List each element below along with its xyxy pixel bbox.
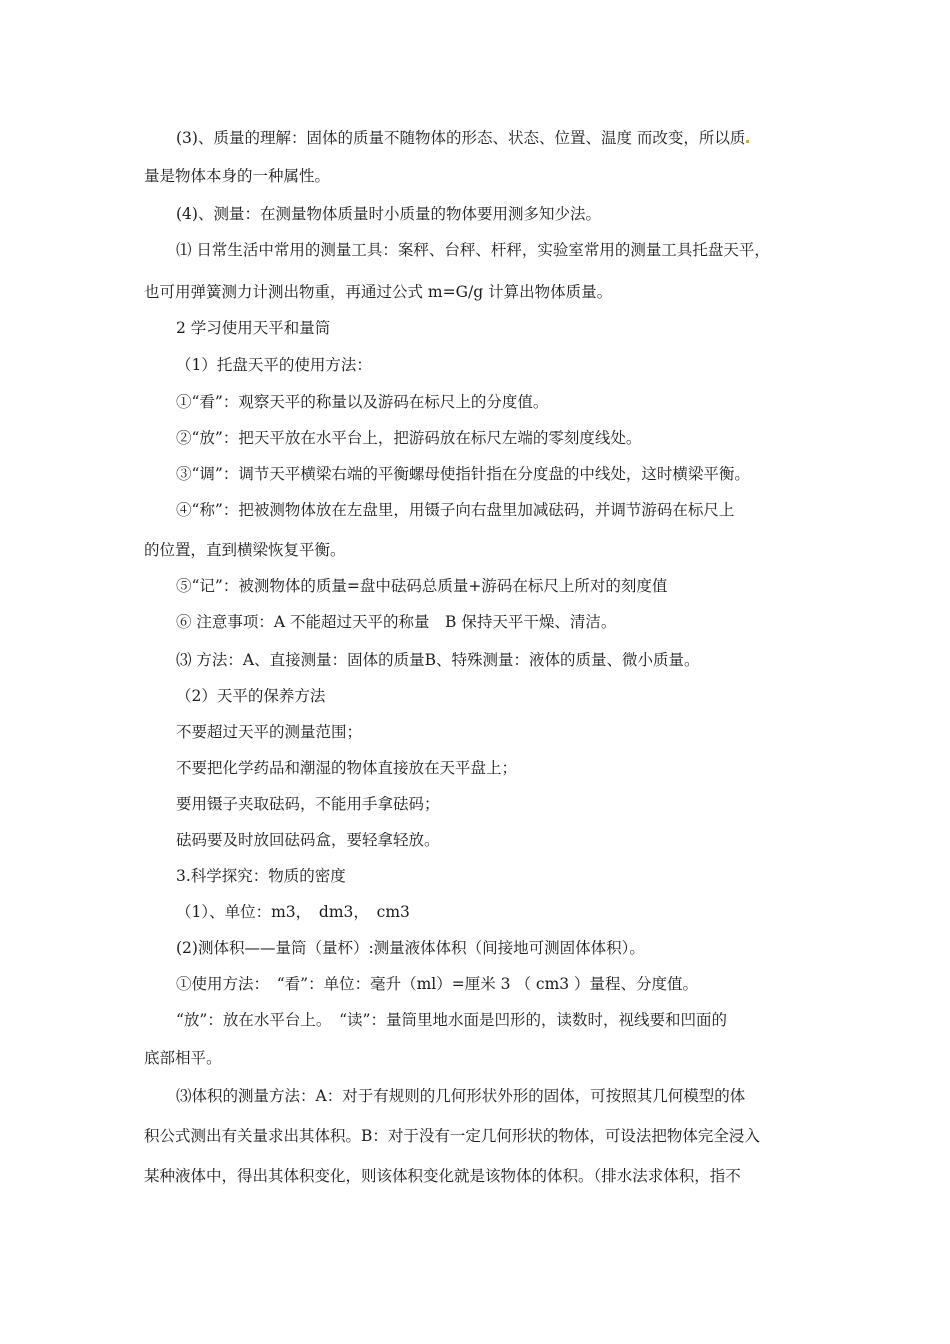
text-line-11: ④“称”：把被测物体放在左盘里，用镊子向右盘里加减砝码，并调节游码在标尺上 [176,501,735,519]
text-line-17: 不要超过天平的测量范围； [176,723,363,741]
text-line-8: ①“看”：观察天平的称量以及游码在标尺上的分度值。 [176,393,549,411]
text-line-13: ⑤“记”：被测物体的质量=盘中砝码总质量+游码在标尺上所对的刻度值 [176,577,668,595]
text-line-2: 量是物体本身的一种属性。 [144,167,331,185]
text-line-22: （1）、单位：m3， dm3， cm3 [176,903,410,921]
text-line-4: ⑴ 日常生活中常用的测量工具：案秤、台秤、杆秤，实验室常用的测量工具托盘天平， [176,241,770,259]
text-line-25: “放”：放在水平台上。 “读”：量筒里地水面是凹形的，读数时，视线要和凹面的 [176,1011,727,1029]
text-line-3: (4)、测量：在测量物体质量时小质量的物体要用测多知少法。 [176,205,601,223]
text-line-27: ⑶体积的测量方法：A：对于有规则的几何形状外形的固体，可按照其几何模型的体 [176,1087,746,1105]
text-line-12: 的位置，直到横梁恢复平衡。 [144,541,346,559]
text-line-18: 不要把化学药品和潮湿的物体直接放在天平盘上； [176,759,518,777]
text-line-26: 底部相平。 [144,1049,222,1067]
text-line-1: (3)、质量的理解：固体的质量不随物体的形态、状态、位置、温度 而改变，所以质 [176,128,749,148]
text-line-10: ③“调”：调节天平横梁右端的平衡螺母使指针指在分度盘的中线处，这时横梁平衡。 [176,465,750,483]
text-line-19: 要用镊子夹取砝码，不能用手拿砝码； [176,795,440,813]
text-line-20: 砝码要及时放回砝码盒，要轻拿轻放。 [176,831,440,849]
text-line-21: 3.科学探究：物质的密度 [176,867,346,885]
text-line-23: (2)测体积——量筒（量杯）:测量液体体积（间接地可测固体体积）。 [176,939,645,957]
text-line-7: （1）托盘天平的使用方法： [176,356,372,374]
text-line-5: 也可用弹簧测力计测出物重，再通过公式 m=G/g 计算出物体质量。 [144,283,613,301]
mark-dot [746,140,749,143]
text-line-15: ⑶ 方法：A、直接测量：固体的质量B、特殊测量：液体的质量、微小质量。 [176,651,700,669]
text-line-14: ⑥ 注意事项：A 不能超过天平的称量 B 保持天平干燥、清洁。 [176,613,617,631]
text-line-28: 积公式测出有关量求出其体积。B：对于没有一定几何形状的物体，可设法把物体完全浸入 [144,1127,760,1145]
text-line-24: ①使用方法： “看”：单位：毫升（ml）=厘米 3 （ cm3 ）量程、分度值。 [176,975,699,993]
text-line-16: （2）天平的保养方法 [176,687,326,705]
text-line-9: ②“放”：把天平放在水平台上，把游码放在标尺左端的零刻度线处。 [176,429,642,447]
text-line-29: 某种液体中，得出其体积变化，则该体积变化就是该物体的体积。（排水法求体积，指不 [144,1167,741,1185]
text-line-6: 2 学习使用天平和量筒 [176,319,331,337]
